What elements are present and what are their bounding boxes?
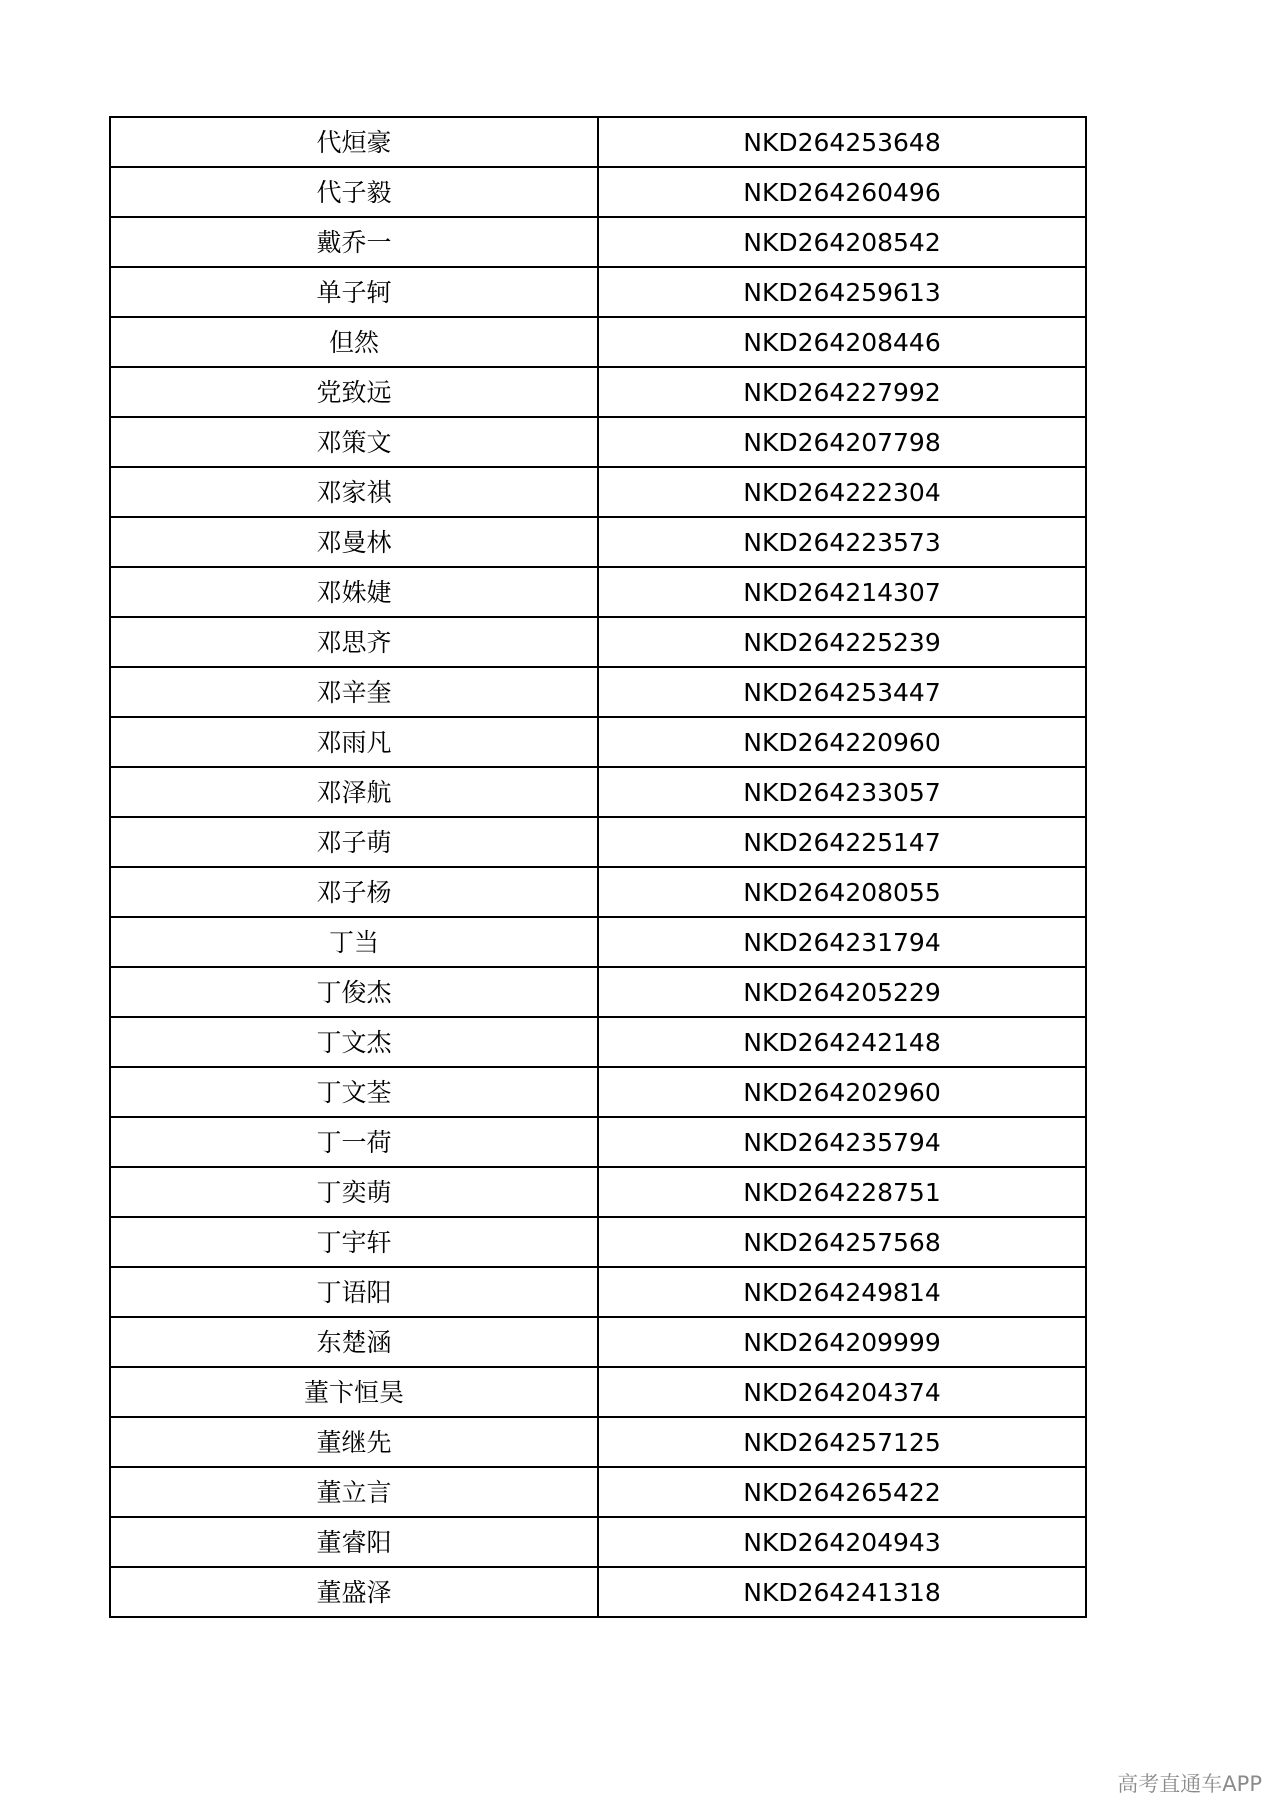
student-name-cell: 邓子萌 — [110, 817, 598, 867]
student-id-cell: NKD264231794 — [598, 917, 1086, 967]
table-row — [110, 167, 1086, 217]
student-id-cell: NKD264220960 — [598, 717, 1086, 767]
student-id-cell: NKD264260496 — [598, 167, 1086, 217]
student-id-cell: NKD264227992 — [598, 367, 1086, 417]
student-name-cell: 董继先 — [110, 1417, 598, 1467]
student-name-cell: 丁文杰 — [110, 1017, 598, 1067]
student-id-cell: NKD264233057 — [598, 767, 1086, 817]
table-row — [110, 217, 1086, 267]
student-id-cell: NKD264208542 — [598, 217, 1086, 267]
table-row — [110, 1017, 1086, 1067]
student-id-cell: NKD264257568 — [598, 1217, 1086, 1267]
student-id-cell: NKD264259613 — [598, 267, 1086, 317]
student-name-cell: 但然 — [110, 317, 598, 367]
table-row — [110, 617, 1086, 667]
table-row — [110, 1567, 1086, 1617]
student-roster-table — [109, 116, 1087, 1618]
student-name-cell: 邓泽航 — [110, 767, 598, 817]
student-id-cell: NKD264205229 — [598, 967, 1086, 1017]
table-row — [110, 317, 1086, 367]
student-name-cell: 代烜豪 — [110, 117, 598, 167]
table-row — [110, 367, 1086, 417]
table-row — [110, 967, 1086, 1017]
student-name-cell: 丁俊杰 — [110, 967, 598, 1017]
table-row — [110, 467, 1086, 517]
student-name-cell: 邓策文 — [110, 417, 598, 467]
table-row — [110, 1267, 1086, 1317]
table-row — [110, 567, 1086, 617]
student-id-cell: NKD264208055 — [598, 867, 1086, 917]
table-row — [110, 817, 1086, 867]
student-name-cell: 邓曼林 — [110, 517, 598, 567]
student-name-cell: 丁当 — [110, 917, 598, 967]
watermark-text: 高考直通车APP — [1117, 1772, 1262, 1796]
student-id-cell: NKD264204943 — [598, 1517, 1086, 1567]
student-id-cell: NKD264214307 — [598, 567, 1086, 617]
student-id-cell: NKD264249814 — [598, 1267, 1086, 1317]
roster-body — [110, 117, 1086, 1617]
student-name-cell: 董睿阳 — [110, 1517, 598, 1567]
table-row — [110, 1467, 1086, 1517]
student-name-cell: 邓辛奎 — [110, 667, 598, 717]
student-name-cell: 邓姝婕 — [110, 567, 598, 617]
table-row — [110, 1317, 1086, 1367]
student-id-cell: NKD264225147 — [598, 817, 1086, 867]
table-row — [110, 717, 1086, 767]
student-name-cell: 丁一荷 — [110, 1117, 598, 1167]
student-id-cell: NKD264228751 — [598, 1167, 1086, 1217]
student-id-cell: NKD264265422 — [598, 1467, 1086, 1517]
student-id-cell: NKD264202960 — [598, 1067, 1086, 1117]
table-row — [110, 1117, 1086, 1167]
student-name-cell: 东楚涵 — [110, 1317, 598, 1367]
table-row — [110, 117, 1086, 167]
student-name-cell: 单子轲 — [110, 267, 598, 317]
table-row — [110, 517, 1086, 567]
student-name-cell: 邓思齐 — [110, 617, 598, 667]
table-row — [110, 1367, 1086, 1417]
table-row — [110, 1517, 1086, 1567]
student-id-cell: NKD264209999 — [598, 1317, 1086, 1367]
table-row — [110, 917, 1086, 967]
table-row — [110, 1217, 1086, 1267]
student-id-cell: NKD264241318 — [598, 1567, 1086, 1617]
student-id-cell: NKD264235794 — [598, 1117, 1086, 1167]
table-row — [110, 1067, 1086, 1117]
table-row — [110, 417, 1086, 467]
student-id-cell: NKD264242148 — [598, 1017, 1086, 1067]
student-name-cell: 邓家祺 — [110, 467, 598, 517]
student-name-cell: 党致远 — [110, 367, 598, 417]
student-name-cell: 董盛泽 — [110, 1567, 598, 1617]
student-name-cell: 董卞恒昊 — [110, 1367, 598, 1417]
student-id-cell: NKD264223573 — [598, 517, 1086, 567]
table-row — [110, 267, 1086, 317]
student-name-cell: 丁语阳 — [110, 1267, 598, 1317]
student-name-cell: 丁奕萌 — [110, 1167, 598, 1217]
student-id-cell: NKD264253447 — [598, 667, 1086, 717]
table-row — [110, 767, 1086, 817]
student-id-cell: NKD264208446 — [598, 317, 1086, 367]
student-name-cell: 代子毅 — [110, 167, 598, 217]
student-id-cell: NKD264222304 — [598, 467, 1086, 517]
student-name-cell: 董立言 — [110, 1467, 598, 1517]
student-id-cell: NKD264207798 — [598, 417, 1086, 467]
student-id-cell: NKD264225239 — [598, 617, 1086, 667]
student-name-cell: 丁宇轩 — [110, 1217, 598, 1267]
student-id-cell: NKD264253648 — [598, 117, 1086, 167]
student-name-cell: 邓雨凡 — [110, 717, 598, 767]
student-name-cell: 邓子杨 — [110, 867, 598, 917]
table-row — [110, 867, 1086, 917]
table-row — [110, 1167, 1086, 1217]
student-name-cell: 戴乔一 — [110, 217, 598, 267]
table-row — [110, 1417, 1086, 1467]
student-id-cell: NKD264257125 — [598, 1417, 1086, 1467]
student-name-cell: 丁文荃 — [110, 1067, 598, 1117]
table-row — [110, 667, 1086, 717]
student-id-cell: NKD264204374 — [598, 1367, 1086, 1417]
